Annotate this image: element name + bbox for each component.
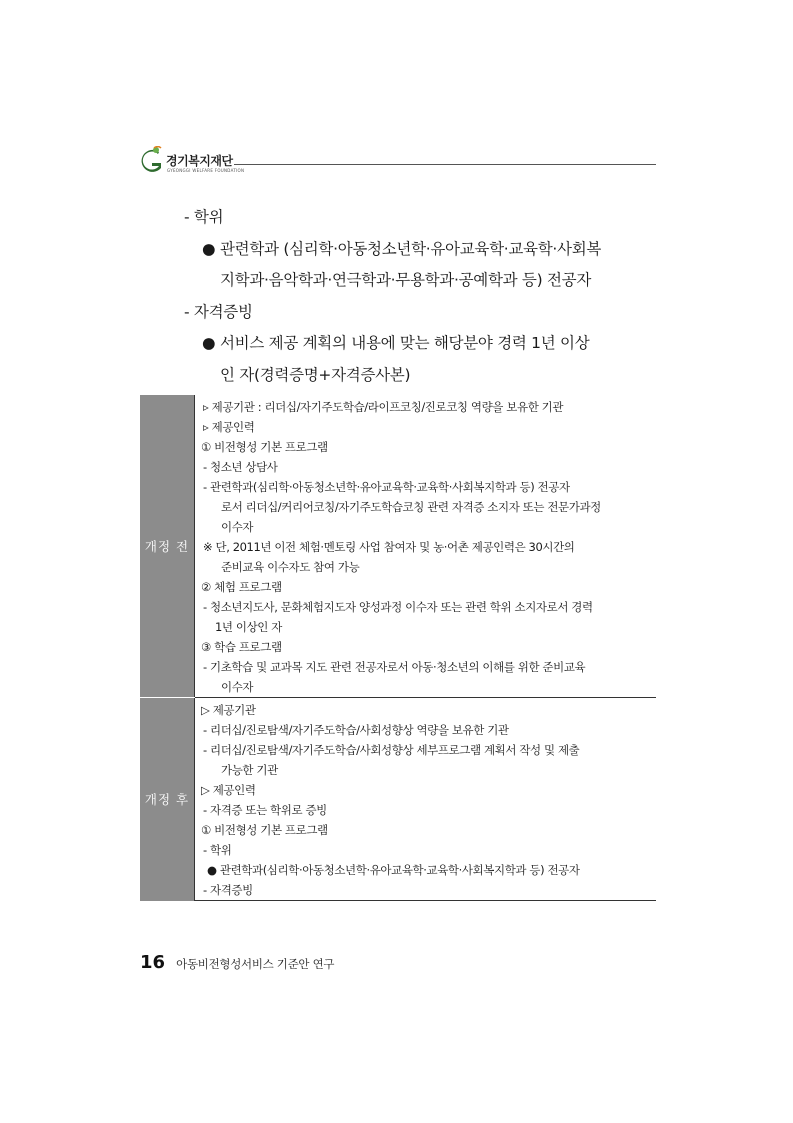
table-text-line: ② 체험 프로그램 xyxy=(201,580,282,594)
table-text-line: 로서 리더십/커리어코칭/자기주도학습코칭 관련 자격증 소지자 또는 전문가과정 xyxy=(221,500,601,514)
table-text-line: ▹ 제공인력 xyxy=(203,420,255,434)
table-text-line: ▹ 제공기관 : 리더십/자기주도학습/라이프코칭/진로코칭 역량을 보유한 기관 xyxy=(203,400,564,414)
criteria-line: 관련학과 (심리학·아동청소년학·유아교육학·교육학·사회복 xyxy=(220,239,602,258)
table-text-line: - 리더십/진로탐색/자기주도학습/사회성향상 역량을 보유한 기관 xyxy=(203,723,509,737)
table-text-line: - 자격증빙 xyxy=(203,883,253,897)
table-text-line: ① 비전형성 기본 프로그램 xyxy=(201,440,328,454)
criteria-line: 지학과·음악학과·연극학과·무용학과·공예학과 등) 전공자 xyxy=(220,271,591,289)
criteria-line: 인 자(경력증명+자격증사본) xyxy=(220,365,411,384)
page-footer xyxy=(140,952,334,973)
table-text-line: ※ 단, 2011년 이전 체험·멘토링 사업 참여자 및 농·어촌 제공인력은 30시간의 xyxy=(203,540,575,554)
table-text-line: - 청소년 상담사 xyxy=(203,460,278,474)
revision-comparison-table xyxy=(140,395,656,901)
foundation-logo-icon xyxy=(140,146,164,176)
page-number: 16 xyxy=(140,952,166,973)
report-title: 아동비전형성서비스 기준안 연구 xyxy=(176,957,335,971)
table-text-line: - 관련학과(심리학·아동청소년학·유아교육학·교육학·사회복지학과 등) 전공자 xyxy=(203,480,570,494)
table-text-line: ③ 학습 프로그램 xyxy=(201,640,282,654)
org-name: 경기복지재단 xyxy=(166,154,233,168)
table-row xyxy=(140,698,656,901)
bullet-icon: ● xyxy=(202,239,216,258)
criteria-line: 서비스 제공 계획의 내용에 맞는 해당분야 경력 1년 이상 xyxy=(220,334,590,352)
table-text-line: 가능한 기관 xyxy=(221,763,278,777)
after-revision-label: 개정 후 xyxy=(140,698,195,901)
table-text-line: - 리더십/진로탐색/자기주도학습/사회성향상 세부프로그램 계획서 작성 및 제출 xyxy=(203,743,580,757)
table-text-line: ▷ 제공인력 xyxy=(201,783,256,797)
criteria-line: - 학위 xyxy=(184,208,224,226)
table-text-line: ▷ 제공기관 xyxy=(201,703,256,717)
table-text-line: 준비교육 이수자도 참여 가능 xyxy=(221,560,360,574)
table-text-line: 1년 이상인 자 xyxy=(215,620,282,634)
table-text-line: - 기초학습 및 교과목 지도 관련 전공자로서 아동·청소년의 이해를 위한 준비교육 xyxy=(203,660,586,674)
before-revision-label: 개정 전 xyxy=(140,395,195,698)
criteria-bullet xyxy=(184,328,659,360)
table-text-line: ① 비전형성 기본 프로그램 xyxy=(201,823,328,837)
after-revision-content xyxy=(195,698,657,901)
table-text-line: - 청소년지도사, 문화체험지도자 양성과정 이수자 또는 관련 학위 소지자로서 경력 xyxy=(203,600,593,614)
before-revision-content xyxy=(195,395,657,698)
table-text-line: - 자격증 또는 학위로 증빙 xyxy=(203,803,327,817)
table-text-line: ● 관련학과(심리학·아동청소년학·유아교육학·교육학·사회복지학과 등) 전공자 xyxy=(207,863,580,877)
criteria-bullet xyxy=(184,234,659,266)
org-subtitle: GYEONGGI WELFARE FOUNDATION xyxy=(167,168,245,173)
table-row xyxy=(140,395,656,698)
table-text-line: - 학위 xyxy=(203,843,232,857)
page-header xyxy=(140,146,656,180)
bullet-icon: ● xyxy=(202,334,216,352)
qualification-criteria xyxy=(184,202,659,391)
table-text-line: 이수자 xyxy=(221,520,254,534)
table-text-line: 이수자 xyxy=(221,680,254,694)
criteria-line: - 자격증빙 xyxy=(184,302,253,321)
header-divider xyxy=(234,164,656,165)
